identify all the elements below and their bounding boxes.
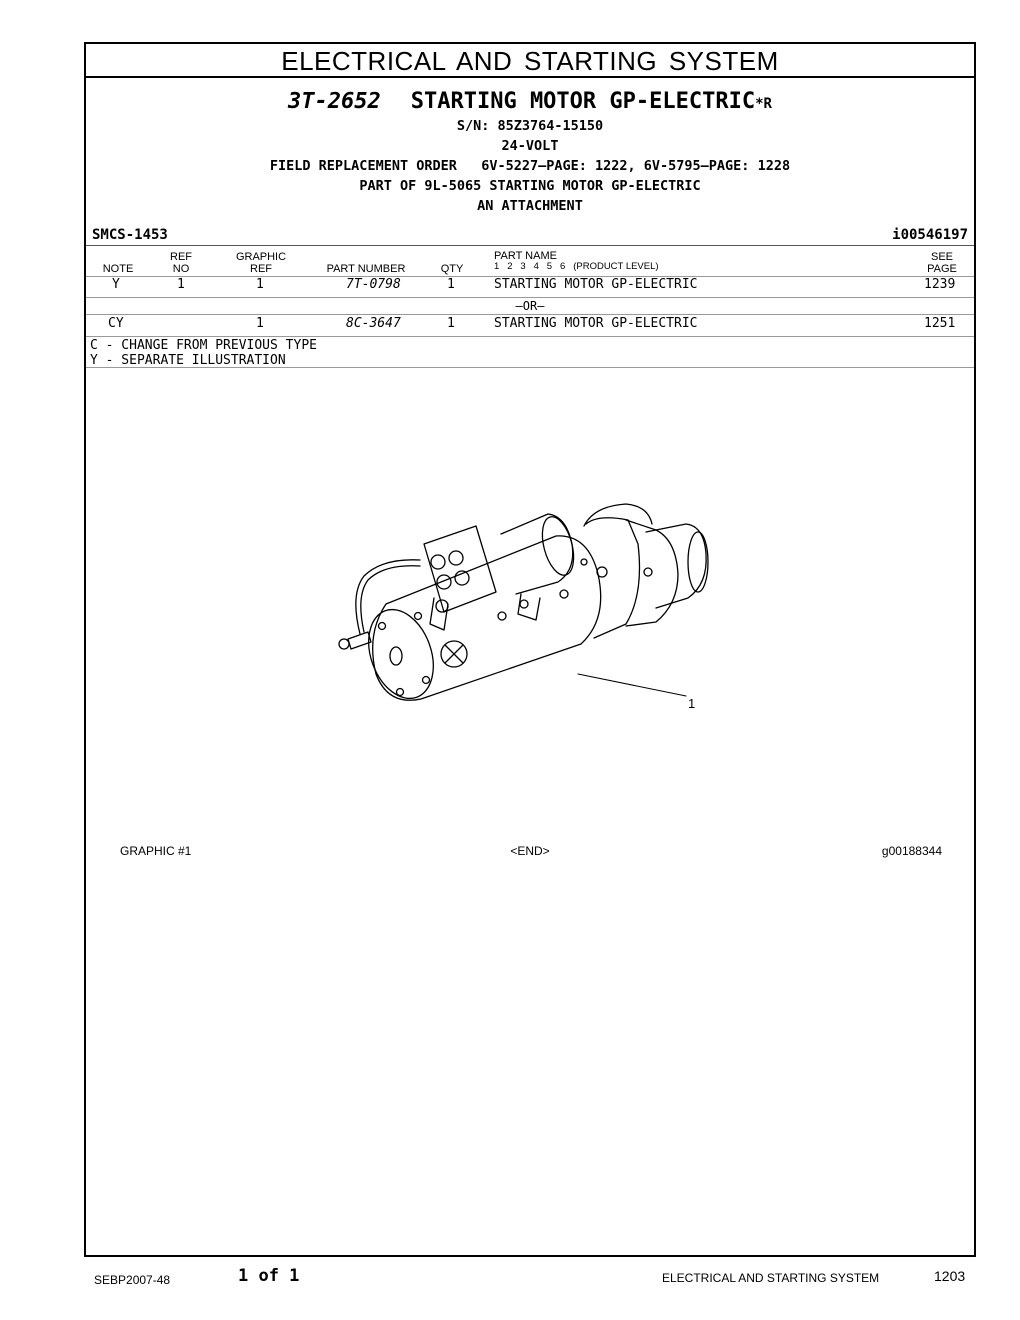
row-qty: 1: [447, 316, 455, 331]
page-of: 1 of 1: [238, 1266, 300, 1286]
row-see-page[interactable]: 1239: [924, 277, 956, 292]
divider: [86, 367, 974, 368]
column-see-bottom: PAGE: [927, 263, 957, 275]
row-qty: 1: [447, 277, 455, 292]
end-marker: <END>: [510, 844, 550, 858]
column-qty: QTY: [440, 263, 464, 275]
divider: [86, 314, 974, 315]
divider: [86, 245, 974, 246]
graphic-label: GRAPHIC #1: [120, 844, 192, 858]
page-number: 1203: [934, 1268, 966, 1284]
row-graphic-ref: 1: [256, 316, 264, 331]
serial-number: S/N: 85Z3764-15150: [456, 118, 604, 134]
part-name-title: STARTING MOTOR GP-ELECTRIC: [410, 89, 756, 114]
column-part-number: PART NUMBER: [326, 263, 406, 275]
row-part-name: STARTING MOTOR GP-ELECTRIC: [494, 316, 698, 331]
column-see-top: SEE: [930, 251, 953, 263]
row-see-page[interactable]: 1251: [924, 316, 956, 331]
column-ref-top: REF: [170, 251, 192, 263]
field-replacement-order: FIELD REPLACEMENT ORDER 6V-5227—PAGE: 1222, 6V-5795—PAGE: 1228: [269, 158, 791, 174]
column-product-levels: 1 2 3 4 5 6 (PRODUCT LEVEL): [494, 261, 659, 272]
document-id: i00546197: [892, 227, 968, 243]
part-title: [86, 88, 974, 118]
page-frame: [84, 42, 976, 1257]
attachment: AN ATTACHMENT: [477, 198, 583, 214]
starting-motor-illustration: [326, 474, 746, 714]
row-part-number[interactable]: 8C-3647: [346, 316, 401, 331]
part-of: PART OF 9L-5065 STARTING MOTOR GP-ELECTRIC: [359, 178, 701, 194]
row-part-number[interactable]: 7T-0798: [346, 277, 401, 292]
column-part-name: PART NAME: [494, 250, 557, 262]
row-graphic-ref: 1: [256, 277, 264, 292]
column-note: NOTE: [102, 263, 134, 275]
row-note: Y: [112, 277, 120, 292]
callout-label: 1: [688, 696, 696, 711]
row-ref-no: 1: [177, 277, 185, 292]
voltage: 24-VOLT: [501, 138, 559, 154]
part-number-title: 3T-2652: [288, 89, 381, 114]
row-note: CY: [108, 316, 124, 331]
smcs-code: SMCS-1453: [92, 227, 168, 243]
doc-code: SEBP2007-48: [94, 1273, 171, 1287]
column-graphic-bottom: REF: [250, 263, 272, 275]
column-graphic-top: GRAPHIC: [235, 251, 287, 263]
column-ref-bottom: NO: [172, 263, 190, 275]
part-suffix: *R: [755, 96, 772, 112]
footer-section: ELECTRICAL AND STARTING SYSTEM: [662, 1271, 880, 1285]
note-legend-y: Y - SEPARATE ILLUSTRATION: [90, 353, 286, 368]
section-title: ELECTRICAL AND STARTING SYSTEM: [86, 44, 974, 78]
or-separator: —OR—: [515, 299, 545, 313]
graphic-id: g00188344: [881, 844, 942, 858]
divider: [86, 336, 974, 337]
note-legend-c: C - CHANGE FROM PREVIOUS TYPE: [90, 338, 317, 353]
row-part-name: STARTING MOTOR GP-ELECTRIC: [494, 277, 698, 292]
